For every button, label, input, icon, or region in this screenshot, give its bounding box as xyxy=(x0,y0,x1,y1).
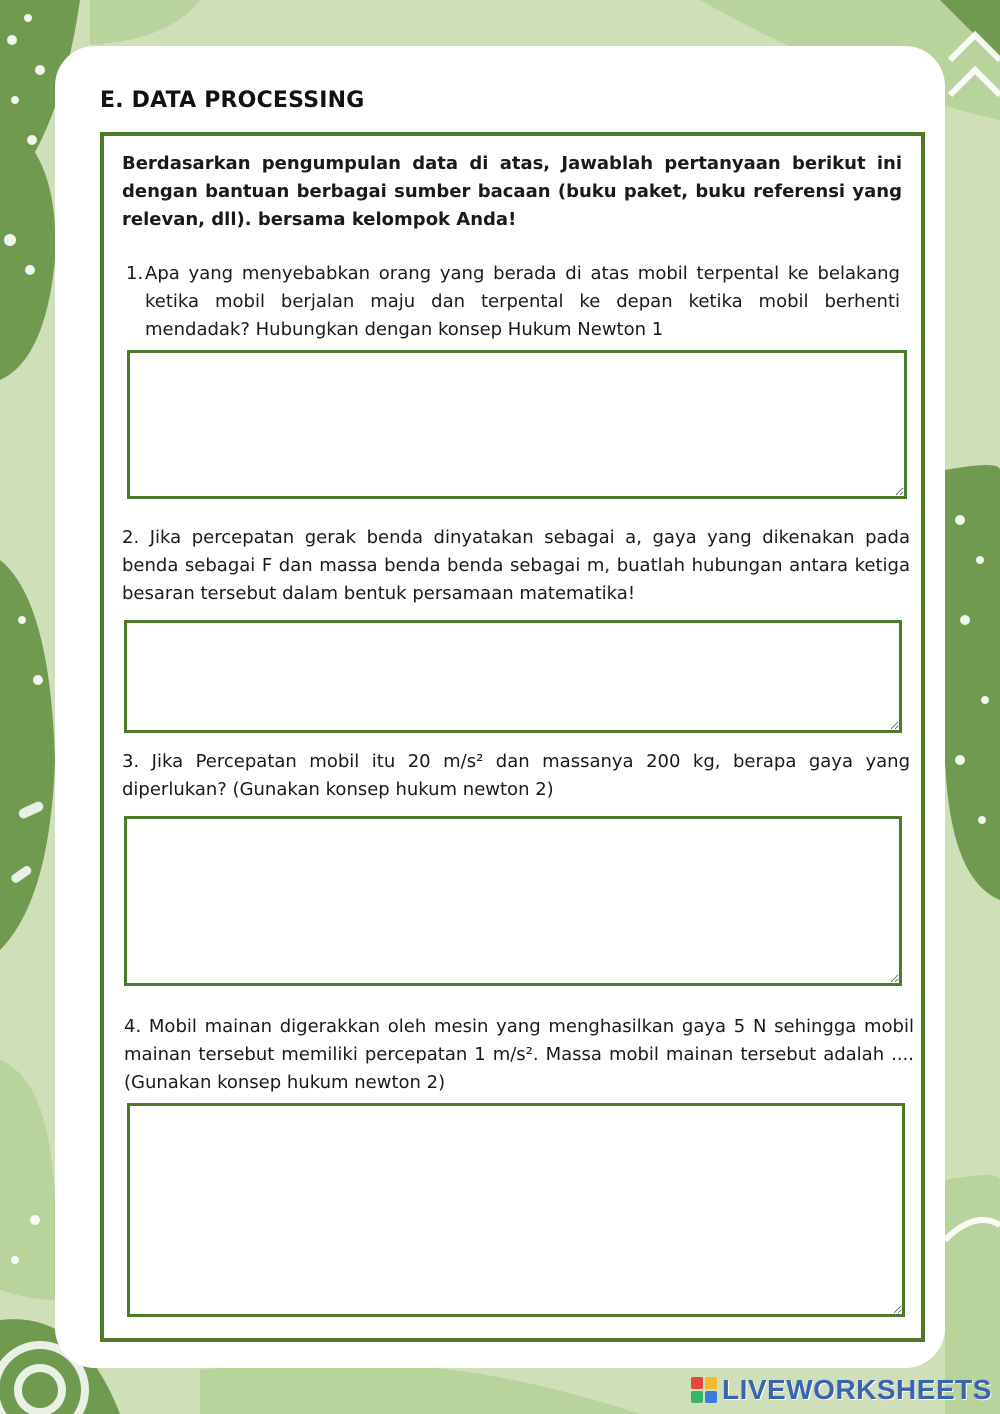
logo-square-2 xyxy=(705,1377,717,1389)
instructions-text: Berdasarkan pengumpulan data di atas, Jawablah pertanyaan berikut ini dengan bantuan berbagai sumber bacaan (buku paket, buku referensi yang relevan, dll). bersama kelompok Anda! xyxy=(122,153,902,230)
question-1-text: Apa yang menyebabkan orang yang berada di atas mobil terpental ke belakang ketika mobil berjalan maju dan terpental ke depan ketika mobil berhenti mendadak? Hubungkan dengan konsep Hukum Newton 1 xyxy=(145,263,900,340)
question-1-number: 1. xyxy=(126,263,144,284)
liveworksheets-wordmark: LIVEWORKSHEETS xyxy=(722,1374,992,1405)
answer-1-field[interactable] xyxy=(127,350,907,499)
liveworksheets-watermark[interactable] xyxy=(690,1373,992,1407)
question-4-text: 4. Mobil mainan digerakkan oleh mesin yang menghasilkan gaya 5 N sehingga mobil mainan tersebut memiliki percepatan 1 m/s². Massa mobil mainan tersebut adalah .... (Gunakan konsep hukum newton 2) xyxy=(124,1016,914,1093)
question-3-text: 3. Jika Percepatan mobil itu 20 m/s² dan massanya 200 kg, berapa gaya yang diperlukan? (Gunakan konsep hukum newton 2) xyxy=(122,751,910,800)
liveworksheets-logo-icon xyxy=(690,1376,718,1404)
question-2-text: 2. Jika percepatan gerak benda dinyatakan sebagai a, gaya yang dikenakan pada benda sebagai F dan massa benda benda sebagai m, buatlah hubungan antara ketiga besaran tersebut dalam bentuk persamaan matematika! xyxy=(122,527,910,604)
answer-3-field[interactable] xyxy=(124,816,902,986)
logo-square-4 xyxy=(705,1391,717,1403)
question-1 xyxy=(126,260,900,344)
logo-square-1 xyxy=(691,1377,703,1389)
answer-4-field[interactable] xyxy=(127,1103,905,1317)
logo-square-3 xyxy=(691,1391,703,1403)
answer-2-field[interactable] xyxy=(124,620,902,733)
section-title: E. DATA PROCESSING xyxy=(100,88,365,113)
